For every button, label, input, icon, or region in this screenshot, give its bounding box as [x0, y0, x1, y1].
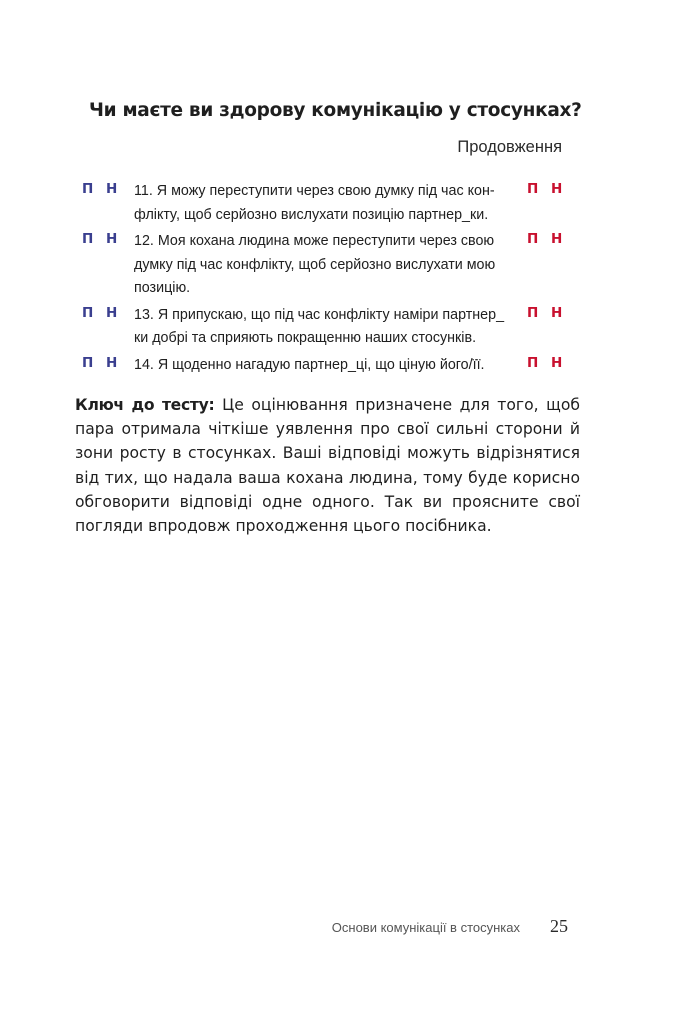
question-item: [80, 354, 570, 378]
partner-b-answer[interactable]: П Н: [527, 304, 567, 321]
question-list: [80, 180, 570, 380]
test-key-text: Це оцінювання призначене для того, щоб пара отримала чіткіше уявлення про свої сильні сторони й зони росту в стосунках. Ваші відповіді можуть відрізнятися від тих, що надала ваша кохана людина, тому буде корисно обговорити відповіді одне одного. Так ви проясните свої погляди впродовж проходження цього посібника.: [75, 396, 580, 536]
partner-b-answer[interactable]: П Н: [527, 354, 567, 371]
partner-b-answer[interactable]: П Н: [527, 231, 567, 247]
running-title: Основи комунікації в стосунках: [331, 920, 520, 935]
page-title: Чи маєте ви здорову комунікацію у стосунках?: [89, 100, 582, 121]
page-subtitle: Продовження: [457, 138, 562, 156]
partner-a-answer[interactable]: П Н: [82, 231, 122, 247]
question-item: [80, 304, 570, 351]
partner-a-answer[interactable]: П Н: [82, 304, 122, 321]
partner-a-answer[interactable]: П Н: [82, 181, 122, 197]
partner-b-answer[interactable]: П Н: [527, 181, 567, 197]
page-number: 25: [550, 916, 568, 936]
question-text: 11. Я можу переступити через свою думку під час кон- фліктy, щоб серйозно вислухати позицію партнер_ки.: [134, 183, 495, 223]
question-text: 14. Я щоденно нагадую партнер_ці, що ціную його/її.: [134, 356, 485, 373]
test-key-paragraph: [75, 393, 580, 538]
question-item: [80, 180, 570, 227]
partner-a-answer[interactable]: П Н: [82, 354, 122, 371]
question-item: [80, 230, 570, 301]
question-text: 12. Моя кохана людина може переступити через свою думку під час конфлікту, щоб серйозно вислухати мою позицію.: [134, 233, 496, 296]
question-text: 13. Я припускаю, що під час конфлікту наміри партнер_ ки добрі та сприяють покращенню наших стосунків.: [134, 306, 505, 346]
test-key-label: Ключ до тесту:: [75, 396, 223, 414]
